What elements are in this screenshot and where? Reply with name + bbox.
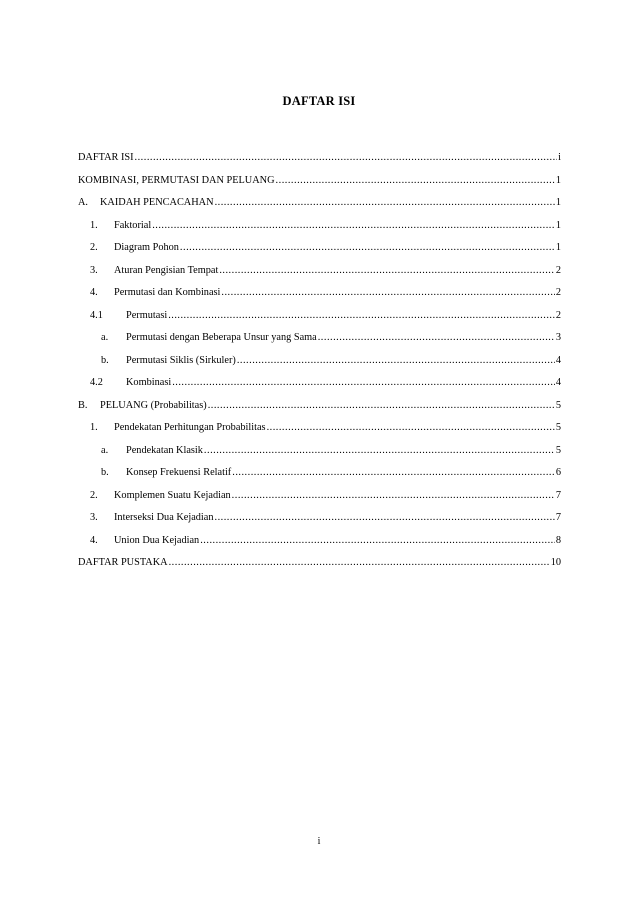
toc-entry-page: 1 <box>555 174 561 186</box>
toc-entry-label: Permutasi Siklis (Sirkuler) <box>126 354 236 366</box>
toc-entry-page: 1 <box>555 242 561 253</box>
toc-entry-page: 3 <box>555 332 561 343</box>
toc-leader-dots <box>180 241 555 255</box>
toc-entry-page: 2 <box>555 309 561 321</box>
toc-entry-label: Permutasi dan Kombinasi <box>114 287 221 298</box>
toc-entry[interactable] <box>78 219 561 242</box>
toc-entry[interactable] <box>78 174 561 197</box>
toc-leader-dots <box>267 421 555 435</box>
toc-leader-dots <box>215 511 555 525</box>
toc-entry-number: 4. <box>90 534 98 546</box>
toc-leader-dots <box>237 354 555 368</box>
toc-entry-label: KAIDAH PENCACAHAN <box>100 197 214 208</box>
toc-entry-page: 5 <box>555 422 561 433</box>
toc-entry-number: 2. <box>90 242 98 253</box>
toc-leader-dots <box>219 264 555 278</box>
toc-entry-label: Komplemen Suatu Kejadian <box>114 489 231 501</box>
toc-entry-label: Diagram Pohon <box>114 242 179 253</box>
toc-entry-label: Kombinasi <box>126 377 172 388</box>
toc-entry-label: Pendekatan Klasik <box>126 444 203 456</box>
toc-entry-label: DAFTAR ISI <box>78 152 134 163</box>
page-title: DAFTAR ISI <box>282 94 356 108</box>
toc-leader-dots <box>172 376 555 390</box>
toc-entry-number: 1. <box>90 422 98 433</box>
toc-entry[interactable] <box>78 534 561 557</box>
toc-entry-number: 4. <box>90 287 98 298</box>
toc-leader-dots <box>232 466 555 480</box>
toc-entry[interactable] <box>78 376 561 399</box>
toc-entry-label: DAFTAR PUSTAKA <box>78 557 168 568</box>
toc-entry[interactable] <box>78 241 561 264</box>
toc-entry-page: 7 <box>555 512 561 523</box>
toc-entry-page: 4 <box>555 377 561 388</box>
toc-entry[interactable] <box>78 354 561 377</box>
toc-entry-number: b. <box>101 354 109 366</box>
toc-entry-label: Aturan Pengisian Tempat <box>114 264 219 276</box>
toc-entry-page: 1 <box>555 197 561 208</box>
toc-leader-dots <box>232 489 555 503</box>
toc-entry[interactable] <box>78 264 561 287</box>
toc-entry-number: 2. <box>90 489 98 501</box>
toc-entry-page: 5 <box>555 399 561 411</box>
toc-entry-page: 2 <box>555 264 561 276</box>
toc-entry-number: 3. <box>90 264 98 276</box>
toc-entry-page: 5 <box>555 444 561 456</box>
toc-entry-number: A. <box>78 197 89 208</box>
toc-leader-dots <box>215 196 555 210</box>
toc-entry-page: 7 <box>555 489 561 501</box>
toc-entry-label: PELUANG (Probabilitas) <box>100 399 207 411</box>
toc-entry-label: Pendekatan Perhitungan Probabilitas <box>114 422 266 433</box>
toc-entry-page: 1 <box>555 219 561 231</box>
toc-entry[interactable] <box>78 286 561 309</box>
toc-entry[interactable] <box>78 196 561 219</box>
toc-leader-dots <box>200 534 555 548</box>
toc-entry-page: 8 <box>555 534 561 546</box>
toc-entry-number: 3. <box>90 512 98 523</box>
toc-entry-number: a. <box>101 332 109 343</box>
table-of-contents <box>78 151 561 579</box>
toc-leader-dots <box>208 399 555 413</box>
toc-entry-page: i <box>558 152 561 163</box>
toc-entry-label: Union Dua Kejadian <box>114 534 200 546</box>
toc-entry-number: 1. <box>90 219 98 231</box>
toc-leader-dots <box>169 556 550 570</box>
toc-entry-label: Konsep Frekuensi Relatif <box>126 467 232 478</box>
toc-entry-page: 2 <box>555 287 561 298</box>
toc-entry-label: Permutasi dengan Beberapa Unsur yang Sama <box>126 332 317 343</box>
toc-entry[interactable] <box>78 466 561 489</box>
toc-entry[interactable] <box>78 444 561 467</box>
toc-leader-dots <box>135 151 558 165</box>
toc-entry-page: 10 <box>550 557 561 568</box>
toc-entry-number: a. <box>101 444 109 456</box>
toc-entry[interactable] <box>78 421 561 444</box>
toc-entry-page: 6 <box>555 467 561 478</box>
toc-entry-label: Faktorial <box>114 219 152 231</box>
toc-leader-dots <box>276 174 555 188</box>
toc-entry-label: Permutasi <box>126 309 168 321</box>
toc-entry-number: b. <box>101 467 109 478</box>
toc-entry[interactable] <box>78 399 561 422</box>
toc-entry[interactable] <box>78 556 561 579</box>
toc-entry-label: KOMBINASI, PERMUTASI DAN PELUANG <box>78 174 275 186</box>
toc-entry[interactable] <box>78 489 561 512</box>
toc-leader-dots <box>204 444 555 458</box>
toc-entry-number: B. <box>78 399 88 411</box>
toc-entry[interactable] <box>78 511 561 534</box>
toc-entry[interactable] <box>78 309 561 332</box>
toc-leader-dots <box>168 309 555 323</box>
toc-leader-dots <box>152 219 555 233</box>
toc-entry-number: 4.1 <box>90 309 103 321</box>
toc-leader-dots <box>221 286 554 300</box>
toc-entry-page: 4 <box>555 354 561 366</box>
toc-entry-label: Interseksi Dua Kejadian <box>114 512 214 523</box>
toc-leader-dots <box>318 331 555 345</box>
toc-entry-number: 4.2 <box>90 377 103 388</box>
toc-entry[interactable] <box>78 151 561 174</box>
page-number: i <box>317 836 321 847</box>
toc-entry[interactable] <box>78 331 561 354</box>
